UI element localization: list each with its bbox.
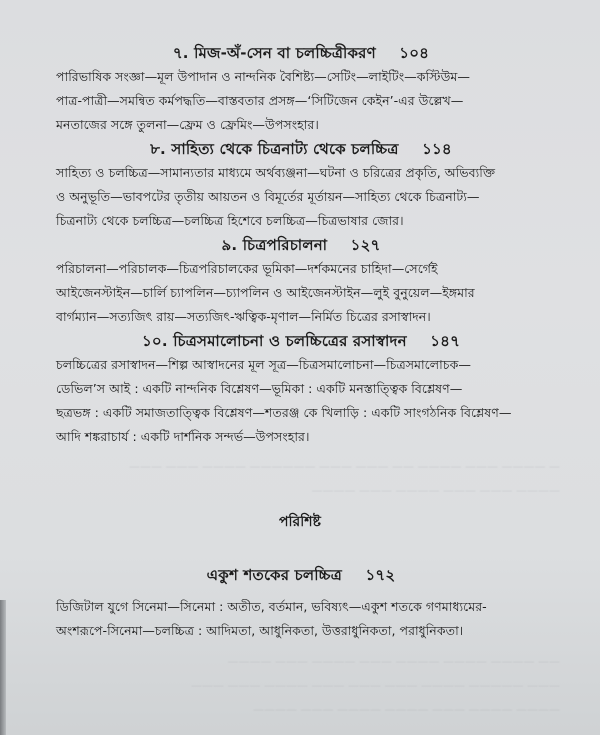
summary-line: ও অনুভূতি—ভাবপটের তৃতীয় আয়তন ও বিমূর্তের মূর্তায়ন—সাহিত্য থেকে চিত্রনাট্য— [56, 189, 480, 204]
summary-line: চলচ্চিত্রের রসাস্বাদন—শিল্প আস্বাদনের মূল সূত্র—চিত্রসমালোচনা—চিত্রসমালোচক— [56, 357, 471, 372]
summary-line: ডেভিল’স আই : একটি নান্দনিক বিশ্লেষণ—ভূমিকা : একটি মনস্তাত্ত্বিক বিশ্লেষণ— [56, 381, 463, 396]
section-summary [56, 353, 546, 449]
section-number: ৯. [221, 236, 238, 254]
summary-line: মনতাজের সঙ্গে তুলনা—ফ্রেম ও ফ্রেমিং—উপসংহার। [56, 117, 319, 132]
page-number: ১৪৭ [430, 332, 461, 350]
section-title: চিত্রপরিচালনা [242, 236, 328, 254]
summary-line: পরিচালনা—পরিচালক—চিত্রপরিচালকের ভূমিকা—দর্শকমনের চাহিদা—সের্গেই [56, 261, 438, 276]
page-edge-shadow [0, 600, 6, 735]
summary-line: সাহিত্য ও চলচ্চিত্র—সামান্যতার মাধ্যমে অর্থব্যঞ্জনা—ঘটনা ও চরিত্রের প্রকৃতি, অভিব্যক্তি [56, 165, 496, 180]
section-number: ৭. [172, 44, 189, 62]
bleed-through-text: —— ———— ———— ———— ——— ———— ——— ———— ——— ————— ———— ——— ——— ——— ———— ——— ——— ———— ———— ——— ———— ———— ——— ———— [191, 655, 560, 716]
summary-line: আইজেনস্টাইন—চার্লি চ্যাপলিন—চ্যাপলিন ও আইজেনস্টাইন—লুই বুনুয়েল—ইঙ্গমার [56, 285, 475, 300]
section-summary [56, 65, 546, 137]
summary-line: আদি শঙ্করাচার্য : একটি দার্শনিক সন্দর্ভ—উপসংহার। [56, 429, 310, 444]
toc-section-10 [56, 329, 546, 449]
bleed-through-text: — ———— ——— ———— —— ——— ——— —————— ———— ——— ——— ———— ——— ——— ———— ——— ———— [129, 460, 560, 497]
page-number: ১২৭ [350, 236, 381, 254]
toc-section-9 [56, 233, 546, 329]
section-heading [56, 329, 546, 353]
section-summary [56, 161, 546, 233]
section-heading [56, 137, 546, 161]
section-heading [56, 41, 546, 65]
summary-line: অংশরূপে-সিনেমা—চলচ্চিত্র : আদিমতা, আধুনিকতা, উত্তরাধুনিকতা, পরাধুনিকতা। [56, 623, 464, 638]
appendix-label: পরিশিষ্ট [279, 514, 321, 530]
section-heading [56, 233, 546, 257]
summary-line: চিত্রনাট্য থেকে চলচ্চিত্র—চলচ্চিত্র হিশেবে চলচ্চিত্র—চিত্রভাষার জোর। [56, 213, 404, 228]
toc-section-7 [56, 41, 546, 137]
section-title: একুশ শতকের চলচ্চিত্র [206, 566, 343, 584]
summary-line: পাত্র-পাত্রী—সমন্বিত কর্মপদ্ধতি—বাস্তবতার প্রসঙ্গ—‘সিটিজেন কেইন’-এর উল্লেখ— [56, 93, 464, 108]
section-title: চিত্রসমালোচনা ও চলচ্চিত্রের রসাস্বাদন [173, 332, 407, 350]
section-number: ৮. [150, 140, 166, 158]
section-summary [56, 257, 546, 329]
section-number: ১০. [141, 332, 168, 350]
page-number: ১৭২ [365, 566, 396, 584]
summary-line: ছত্রভঙ্গ : একটি সমাজতাত্ত্বিক বিশ্লেষণ—শতরঞ্জ কে খিলাড়ি : একটি সাংগঠনিক বিশ্লেষণ— [56, 405, 512, 420]
section-summary [56, 595, 546, 643]
section-heading [56, 563, 546, 587]
summary-line: পারিভাষিক সংজ্ঞা—মূল উপাদান ও নান্দনিক বৈশিষ্ট্য—সেটিং—লাইটিং—কস্টিউম— [56, 69, 470, 84]
table-of-contents [56, 41, 546, 449]
section-title: মিজ-অঁ-সেন বা চলচ্চিত্রীকরণ [194, 44, 376, 62]
summary-line: বার্গম্যান—সত্যজিৎ রায়—সত্যজিৎ-ঋত্বিক-মৃণাল—নির্মিত চিত্রের রসাস্বাদন। [56, 309, 431, 324]
section-title: সাহিত্য থেকে চিত্রনাট্য থেকে চলচ্চিত্র [171, 140, 399, 158]
appendix-section [56, 563, 546, 643]
toc-section-8 [56, 137, 546, 233]
page-number: ১১৪ [422, 140, 452, 158]
summary-line: ডিজিটাল যুগে সিনেমা—সিনেমা : অতীত, বর্তমান, ভবিষ্যৎ—একুশ শতকে গণমাধ্যমের- [56, 599, 487, 614]
page-number: ১০৪ [399, 44, 430, 62]
